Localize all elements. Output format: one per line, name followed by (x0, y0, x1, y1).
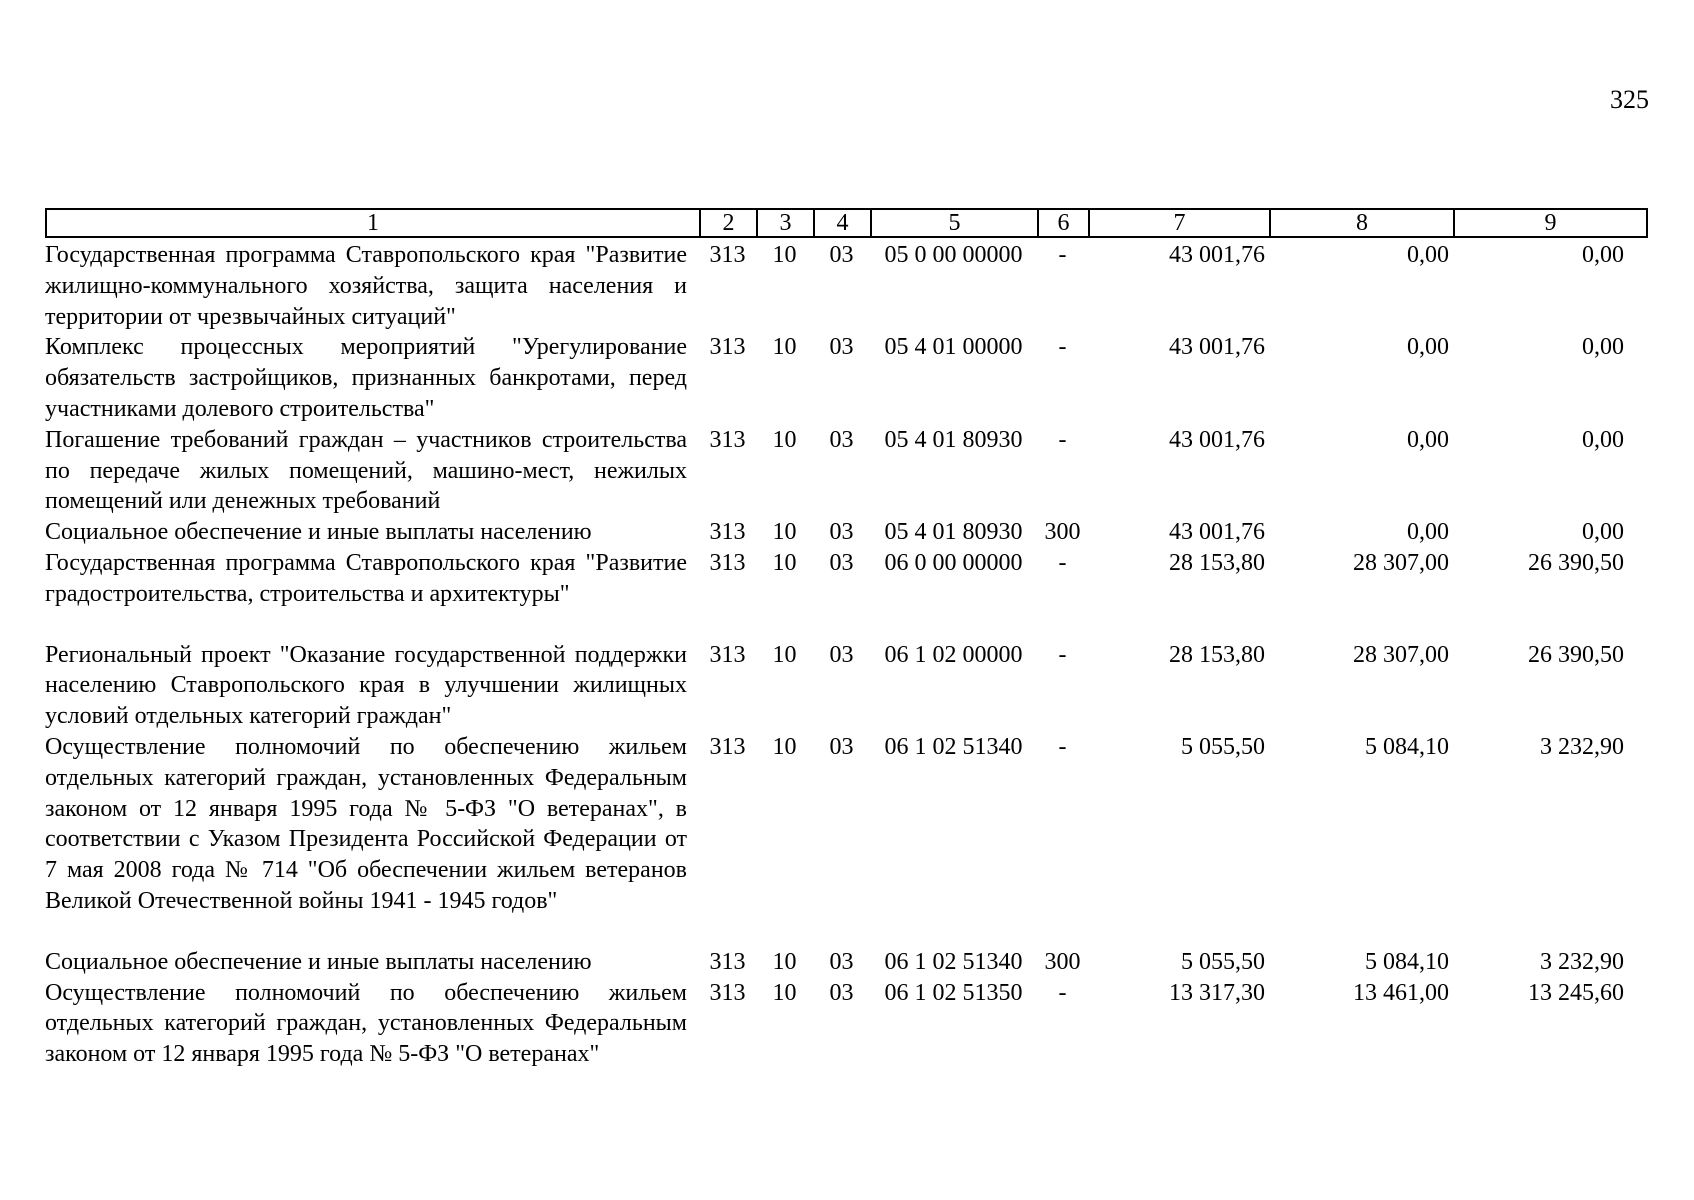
row-target-article: 06 1 02 51340 (884, 733, 1023, 760)
row-target-article: 05 4 01 80930 (884, 426, 1023, 453)
row-target-article: 06 1 02 00000 (884, 641, 1023, 668)
table-row (45, 548, 1646, 610)
row-amount-col9: 3 232,90 (1540, 948, 1624, 975)
row-amount-col7: 43 001,76 (1169, 519, 1265, 546)
row-amount-col7: 43 001,76 (1169, 334, 1265, 361)
row-expense-type: 300 (1044, 948, 1081, 975)
table-row (45, 640, 1646, 732)
row-expense-type: - (1058, 334, 1067, 361)
row-subsection: 03 (829, 979, 854, 1006)
row-amount-col8: 5 084,10 (1365, 733, 1449, 760)
row-admin-code: 313 (709, 549, 746, 576)
row-amount-col7: 28 153,80 (1169, 641, 1265, 668)
row-amount-col9: 0,00 (1582, 334, 1624, 361)
row-subsection: 03 (829, 549, 854, 576)
row-expense-type: - (1058, 733, 1067, 760)
row-target-article: 05 4 01 80930 (884, 519, 1023, 546)
table-row (45, 240, 1646, 332)
row-subsection: 03 (829, 948, 854, 975)
row-target-article: 06 1 02 51340 (884, 948, 1023, 975)
row-admin-code: 313 (709, 426, 746, 453)
row-amount-col8: 0,00 (1407, 426, 1449, 453)
row-admin-code: 313 (709, 733, 746, 760)
header-cell: 7 (1089, 209, 1270, 237)
row-expense-type: - (1058, 641, 1067, 668)
row-target-article: 05 0 00 00000 (884, 242, 1023, 268)
header-cell: 1 (46, 209, 700, 237)
table-row (45, 732, 1646, 917)
row-target-article: 06 0 00 00000 (884, 549, 1023, 576)
row-amount-col7: 5 055,50 (1181, 733, 1265, 760)
row-amount-col7: 43 001,76 (1169, 242, 1265, 268)
header-row (46, 209, 1647, 237)
row-amount-col9: 0,00 (1582, 426, 1624, 453)
row-admin-code: 313 (709, 641, 746, 668)
row-amount-col7: 13 317,30 (1169, 979, 1265, 1006)
budget-table (45, 240, 1646, 1070)
row-spacer-cell (45, 610, 1646, 640)
row-name: Региональный проект "Оказание государственной поддержки населению Ставропольского края в улучшении жилищных условий отдельных категорий граждан" (45, 641, 687, 730)
row-section: 10 (772, 242, 797, 268)
row-amount-col7: 28 153,80 (1169, 549, 1265, 576)
row-name: Осуществление полномочий по обеспечению жильем отдельных категорий граждан, установленных Федеральным законом от 12 января 1995 года № 5-ФЗ "О ветеранах", в соответствии с Указом Президента Российской Федерации от 7 мая 2008 года № 714 "Об обеспечении жильем ветеранов Великой Отечественной войны 1941 - 1945 годов" (45, 733, 687, 914)
table-row (45, 425, 1646, 517)
row-subsection: 03 (829, 426, 854, 453)
row-subsection: 03 (829, 733, 854, 760)
header-cell: 9 (1454, 209, 1647, 237)
row-section: 10 (772, 426, 797, 453)
row-admin-code: 313 (709, 979, 746, 1006)
table-row (45, 947, 1646, 978)
row-amount-col8: 0,00 (1407, 334, 1449, 361)
row-name: Государственная программа Ставропольского края "Развитие жилищно-коммунального хозяйства, защита населения и территории от чрезвычайных ситуаций" (45, 242, 687, 330)
row-amount-col9: 3 232,90 (1540, 733, 1624, 760)
header-cell: 2 (700, 209, 757, 237)
column-header-table (45, 208, 1648, 238)
row-expense-type: - (1058, 979, 1067, 1006)
header-cell: 3 (757, 209, 814, 237)
row-target-article: 05 4 01 00000 (884, 334, 1023, 361)
row-amount-col7: 43 001,76 (1169, 426, 1265, 453)
row-section: 10 (772, 979, 797, 1006)
row-expense-type: - (1058, 426, 1067, 453)
row-amount-col8: 0,00 (1407, 519, 1449, 546)
row-section: 10 (772, 519, 797, 546)
page-number: 325 (1610, 85, 1649, 114)
row-section: 10 (772, 641, 797, 668)
row-name: Погашение требований граждан – участников строительства по передаче жилых помещений, машино-мест, нежилых помещений или денежных требований (45, 426, 687, 515)
row-admin-code: 313 (709, 334, 746, 361)
table-row (45, 978, 1646, 1070)
row-subsection: 03 (829, 519, 854, 546)
row-name: Социальное обеспечение и иные выплаты населению (45, 948, 592, 975)
row-admin-code: 313 (709, 948, 746, 975)
row-spacer (45, 917, 1646, 947)
row-section: 10 (772, 334, 797, 361)
row-section: 10 (772, 549, 797, 576)
row-amount-col8: 13 461,00 (1353, 979, 1449, 1006)
row-target-article: 06 1 02 51350 (884, 979, 1023, 1006)
row-amount-col9: 0,00 (1582, 242, 1624, 268)
row-subsection: 03 (829, 334, 854, 361)
row-amount-col9: 0,00 (1582, 519, 1624, 546)
row-section: 10 (772, 733, 797, 760)
row-amount-col8: 28 307,00 (1353, 549, 1449, 576)
row-name: Государственная программа Ставропольского края "Развитие градостроительства, строительства и архитектуры" (45, 549, 687, 607)
row-amount-col8: 28 307,00 (1353, 641, 1449, 668)
row-spacer-cell (45, 917, 1646, 947)
row-name: Социальное обеспечение и иные выплаты населению (45, 519, 592, 546)
row-expense-type: 300 (1044, 519, 1081, 546)
row-expense-type: - (1058, 242, 1067, 268)
row-subsection: 03 (829, 641, 854, 668)
table-row (45, 332, 1646, 424)
row-amount-col8: 5 084,10 (1365, 948, 1449, 975)
row-admin-code: 313 (709, 242, 746, 268)
row-name: Комплекс процессных мероприятий "Урегулирование обязательств застройщиков, признанных банкротами, перед участниками долевого строительства" (45, 334, 687, 422)
header-cell: 5 (871, 209, 1038, 237)
table-row (45, 517, 1646, 548)
row-expense-type: - (1058, 549, 1067, 576)
row-section: 10 (772, 948, 797, 975)
row-amount-col9: 26 390,50 (1528, 549, 1624, 576)
header-cell: 6 (1038, 209, 1089, 237)
header-cell: 4 (814, 209, 871, 237)
header-cell: 8 (1270, 209, 1454, 237)
row-amount-col9: 13 245,60 (1528, 979, 1624, 1006)
row-name: Осуществление полномочий по обеспечению жильем отдельных категорий граждан, установленных Федеральным законом от 12 января 1995 года № 5-ФЗ "О ветеранах" (45, 979, 687, 1068)
row-amount-col8: 0,00 (1407, 242, 1449, 268)
row-amount-col7: 5 055,50 (1181, 948, 1265, 975)
row-spacer (45, 610, 1646, 640)
row-amount-col9: 26 390,50 (1528, 641, 1624, 668)
row-subsection: 03 (829, 242, 854, 268)
row-admin-code: 313 (709, 519, 746, 546)
